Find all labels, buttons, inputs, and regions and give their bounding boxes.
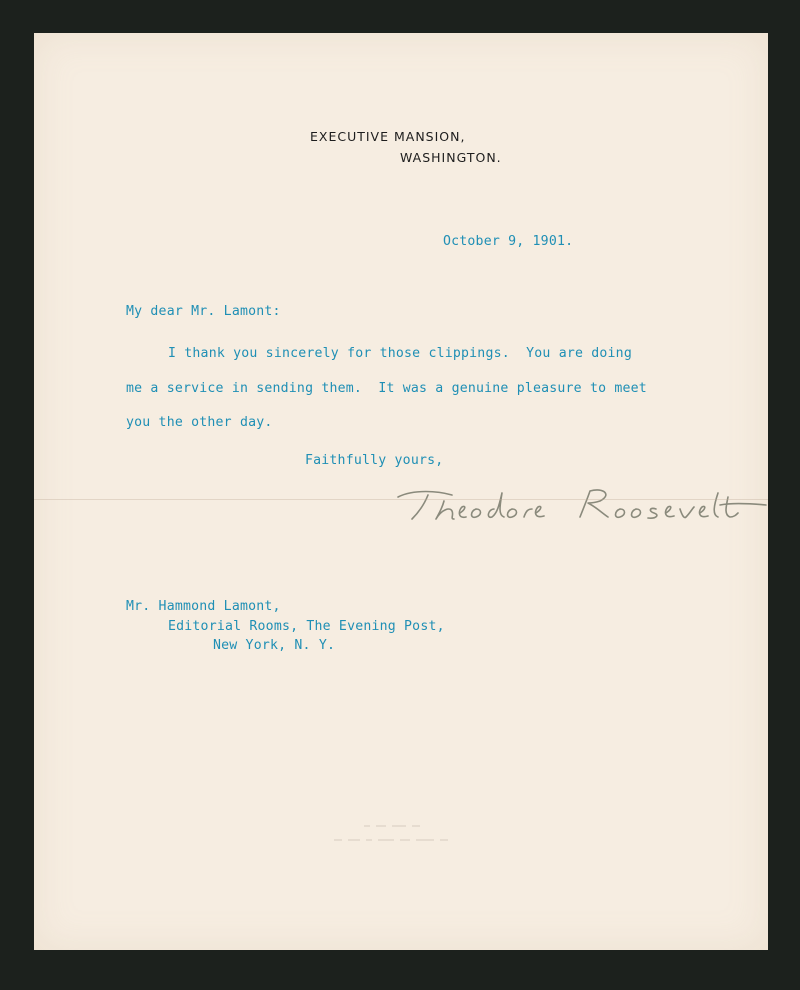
letter-salutation: My dear Mr. Lamont: bbox=[126, 304, 281, 319]
letter-closing: Faithfully yours, bbox=[305, 453, 444, 468]
address-line-1: Mr. Hammond Lamont, bbox=[126, 599, 281, 614]
address-line-3: New York, N. Y. bbox=[213, 638, 336, 653]
letterhead-line-2: WASHINGTON. bbox=[400, 150, 502, 165]
address-line-2: Editorial Rooms, The Evening Post, bbox=[168, 619, 445, 634]
letterhead-line-1: EXECUTIVE MANSION, bbox=[310, 129, 466, 144]
letter-paper bbox=[34, 33, 768, 950]
handwritten-signature bbox=[394, 479, 768, 529]
letter-date: October 9, 1901. bbox=[443, 234, 574, 249]
faded-embossed-stamp bbox=[304, 823, 484, 853]
body-line-2: me a service in sending them. It was a genuine pleasure to meet bbox=[126, 381, 647, 396]
body-line-1: I thank you sincerely for those clippings. You are doing bbox=[168, 346, 632, 361]
body-line-3: you the other day. bbox=[126, 415, 273, 430]
